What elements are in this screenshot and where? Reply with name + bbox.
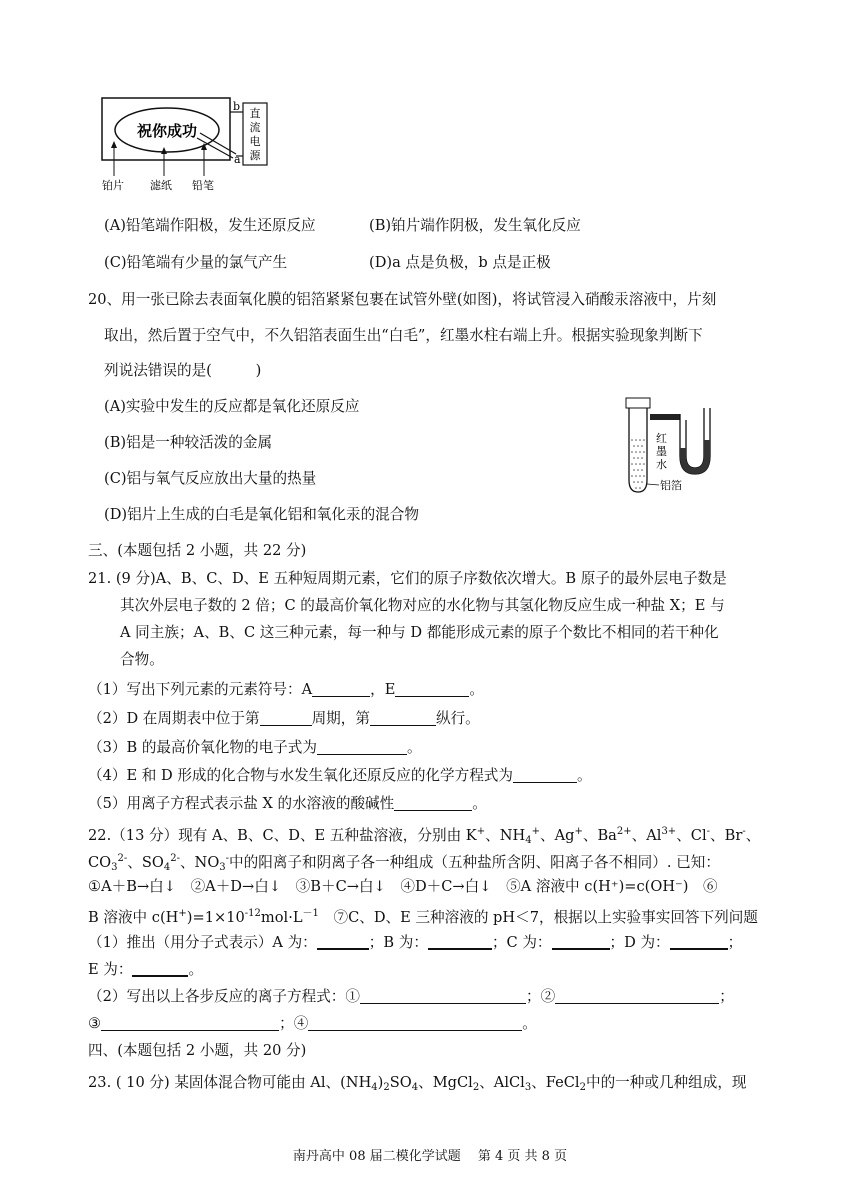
svg-text:b: b — [233, 100, 241, 113]
answer-blank[interactable] — [132, 959, 188, 977]
answer-blank[interactable] — [101, 1014, 279, 1031]
section-3-heading: 三、(本题包括 2 小题，共 22 分) — [88, 542, 307, 559]
svg-text:直流电源: 直流电源 — [249, 107, 261, 162]
q20-line-2: 取出，然后置于空气中，不久铝箔表面生出“白毛”，红墨水柱右端上升。根据实验现象判断下 — [104, 327, 703, 344]
answer-blank[interactable] — [555, 987, 719, 1004]
q22-line-1: 22.（13 分）现有 A、B、C、D、E 五种盐溶液，分别由 K+、$NH_4^+$、Ag+、$Ba^{2+}$、$Al^{3+}$、Cl-、Br-、 — [88, 826, 761, 846]
q21-line-2: 其次外层电子数的 2 倍；C 的最高价氧化物对应的水化物与其氢化物反应生成一种盐 X；E 与 — [120, 597, 725, 614]
svg-text:红: 红 — [656, 432, 667, 445]
caption-filter-paper: 滤纸 — [150, 179, 172, 192]
q20-line-3: 列说法错误的是( ) — [104, 362, 262, 379]
page-footer: 南丹高中 08 届二模化学试题 第 4 页 共 8 页 — [292, 1149, 568, 1164]
answer-blank[interactable] — [670, 932, 728, 950]
answer-blank[interactable] — [317, 932, 369, 950]
q20-option-c: (C)铝与氧气反应放出大量的热量 — [104, 470, 317, 487]
q22-sub-2-cont: ③ ；④ 。 — [88, 1015, 537, 1032]
q21-sub-3: （3）B 的最高价氧化物的电子式为 。 — [88, 739, 422, 756]
answer-blank[interactable] — [312, 680, 370, 697]
q19-option-b: (B)铂片端作阴极，发生氧化反应 — [369, 217, 581, 234]
q21-sub-2: （2）D 在周期表中位于第 周期，第 纵行。 — [88, 710, 480, 727]
q21-line-3: A 同主族；A、B、C 这三种元素，每一种与 D 都能形成元素的原子个数比不相同的若干种化 — [120, 624, 719, 641]
q21-sub-1: （1）写出下列元素的元素符号：A ，E 。 — [88, 681, 484, 698]
q22-sub-1-cont: E 为： 。 — [88, 961, 204, 978]
answer-blank[interactable] — [260, 709, 312, 726]
test-tube-figure — [616, 394, 728, 498]
answer-blank[interactable] — [308, 1014, 522, 1031]
q22-line-3: ①A＋B→白↓ ②A＋D→白↓ ③B＋C→白↓ ④D＋C→白↓ ⑤A 溶液中 c(H⁺)=c(OH⁻) ⑥ — [88, 878, 718, 895]
q21-line-4: 合物。 — [120, 651, 164, 668]
answer-blank[interactable] — [394, 794, 472, 811]
q20-option-b: (B)铝是一种较活泼的金属 — [104, 434, 273, 451]
answer-blank[interactable] — [428, 932, 492, 950]
q21-line-1: 21. (9 分)A、B、C、D、E 五种短周期元素，它们的原子序数依次增大。B 原子的最外层电子数是 — [88, 570, 727, 587]
q22-line-2: $CO_3^{2-}$、$SO_4^{2-}$、$NO_3^-$中的阳离子和阴离子各一种组成（五种盐所含阴、阳离子各不相同）. 已知： — [88, 853, 720, 873]
foil-label: 铝箔 — [660, 479, 682, 492]
q23-line-1: 23. ( 10 分) 某固体混合物可能由 Al、$(NH_4)_2SO_4$、MgCl$_2$、AlCl$_3$、FeCl$_2$中的一种或几种组成，现 — [88, 1074, 747, 1093]
svg-text:水: 水 — [656, 458, 667, 471]
answer-blank[interactable] — [360, 987, 526, 1004]
q19-option-d: (D)a 点是负极，b 点是正极 — [369, 254, 551, 271]
answer-blank[interactable] — [317, 738, 407, 755]
answer-blank[interactable] — [552, 932, 610, 950]
q21-sub-5: （5）用离子方程式表示盐 X 的水溶液的酸碱性 。 — [88, 795, 487, 812]
q22-sub-1: （1）推出（用分子式表示）A 为： ；B 为： ；C 为： ；D 为： ； — [88, 934, 743, 951]
answer-blank[interactable] — [370, 709, 436, 726]
q20-line-1: 20、用一张已除去表面氧化膜的铝箔紧紧包裹在试管外壁(如图)，将试管浸入硝酸汞溶液中，片刻 — [88, 291, 717, 308]
q22-line-4: B 溶液中 $c(H^+)=1\times 10^{-12}mol\cdot L^{-1}$ ⑦C、D、E 三种溶液的 pH＜7，根据以上实验事实回答下列问题 — [88, 908, 758, 926]
svg-text:a: a — [234, 153, 241, 166]
q21-sub-4: （4）E 和 D 形成的化合物与水发生氧化还原反应的化学方程式为 。 — [88, 767, 592, 784]
section-4-heading: 四、(本题包括 2 小题，共 20 分) — [88, 1042, 307, 1059]
q20-option-a: (A)实验中发生的反应都是氧化还原反应 — [104, 398, 360, 415]
svg-text:墨: 墨 — [656, 445, 667, 458]
q22-sub-2: （2）写出以上各步反应的离子方程式：① ；② ； — [88, 988, 734, 1005]
q19-option-a: (A)铅笔端作阳极，发生还原反应 — [104, 217, 316, 234]
filter-paper-text: 祝你成功 — [136, 122, 198, 140]
q19-option-c: (C)铅笔端有少量的氯气产生 — [104, 254, 288, 271]
caption-pencil: 铅笔 — [192, 179, 214, 192]
caption-platinum: 铂片 — [102, 179, 124, 192]
answer-blank[interactable] — [513, 766, 577, 783]
q20-option-d: (D)铝片上生成的白毛是氧化铝和氧化汞的混合物 — [104, 506, 419, 523]
electrolysis-figure — [96, 92, 276, 192]
answer-blank[interactable] — [395, 680, 469, 697]
